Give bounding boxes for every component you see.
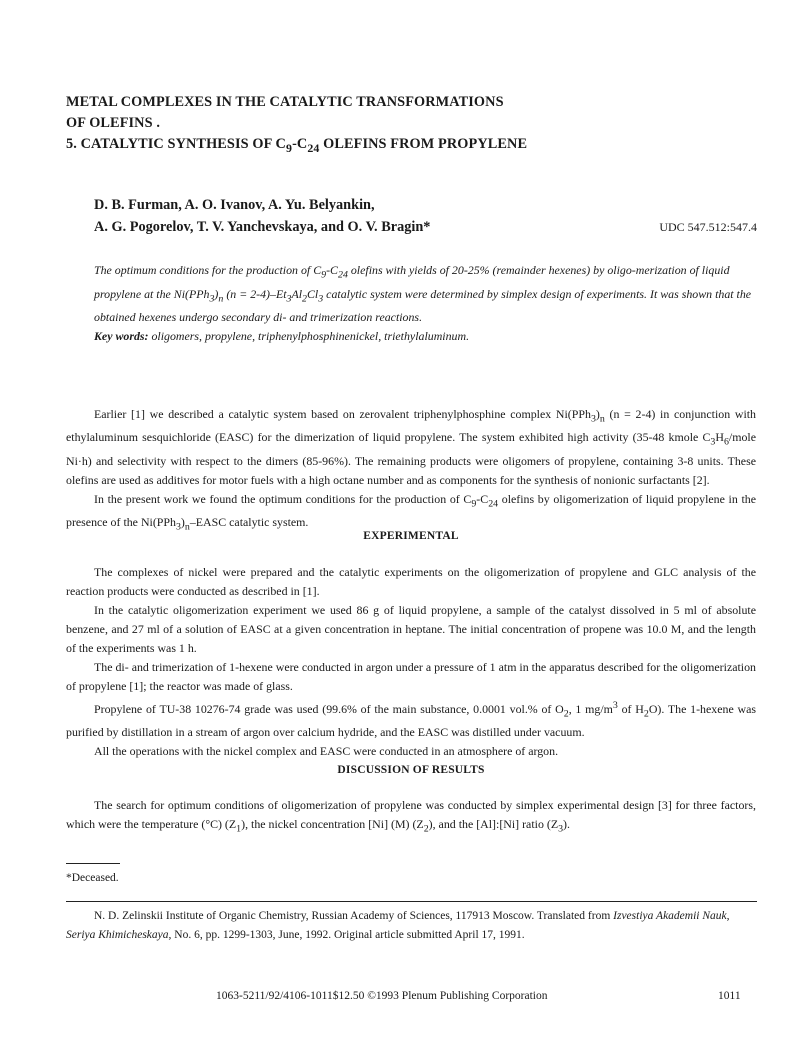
experimental-paragraph-5: All the operations with the nickel complex and EASC were conducted in an atmosphere of argon. — [94, 744, 559, 759]
experimental-paragraph-2: In the catalytic oligomerization experiment we used 86 g of liquid propylene, a sample of the catalyst dissolved in 5 ml of absolute benzene, and 27 ml of a solution of EASC at a given concentration in heptane. The initial concentration of propene was 10.0 M, and the length of the experiments was 1 h. — [66, 603, 756, 655]
experimental-paragraph-3: The di- and trimerization of 1-hexene were conducted in argon under a pressure of 1 atm in the apparatus described for the oligomerization of propylene [1]; the reactor was made of glass. — [66, 660, 756, 693]
footnote: *Deceased. — [66, 872, 119, 884]
keywords — [94, 327, 754, 345]
page-number: 1011 — [718, 990, 741, 1002]
keywords-text: oligomers, propylene, triphenylphosphinenickel, triethylaluminum. — [148, 329, 470, 343]
experimental-paragraph-1: The complexes of nickel were prepared and the catalytic experiments on the oligomerization of propylene and GLC analysis of the reaction products were conducted as described in [1]. — [66, 565, 756, 598]
abstract: The optimum conditions for the production of $C_9-C_{24}$ olefins with yields of 20-25% (remainder hexenes) by oligo-merization of liquid propylene at the $Ni(PPh_3)_n$ $(n = 2-4)-Et_3Al_2Cl_3$ catalytic system were determined by simplex design of experiments. It was shown that the obtained hexenes undergo secondary di- and trimerization reactions. — [94, 263, 752, 325]
discussion-paragraph-1: The search for optimum conditions of oligomerization of propylene was conducted by simplex experimental design [3] for three factors, which were the temperature (°C) $(Z_1)$, the nickel concentration [Ni] (M) $(Z_2)$, and the [Al]:[Ni] ratio $(Z_3)$. — [66, 798, 756, 835]
authors-line-1: D. B. Furman, A. O. Ivanov, A. Yu. Belyankin, — [94, 197, 375, 213]
title-line-1: METAL COMPLEXES IN THE CATALYTIC TRANSFORMATIONS — [66, 94, 504, 110]
publication-code: 1063-5211/92/4106-1011$12.50 ©1993 Plenum Publishing Corporation — [216, 990, 548, 1002]
author-list — [94, 194, 754, 238]
intro-paragraph-2: In the present work we found the optimum conditions for the production of $C_9-C_{24}$ olefins by oligomerization of liquid propylene in the presence of the $Ni(PPh_3)_n$–EASC catalytic system. — [66, 491, 756, 533]
keywords-label: Key words: — [94, 329, 149, 343]
affiliation-divider — [66, 901, 757, 902]
discussion-section — [66, 796, 756, 838]
discussion-heading: DISCUSSION OF RESULTS — [337, 764, 485, 776]
udc-code: UDC 547.512:547.4 — [659, 220, 757, 234]
intro-paragraph-1: Earlier [1] we described a catalytic system based on zerovalent triphenylphosphine complex $Ni(PPh_3)_n$ (n = 2-4) in conjunction with ethylaluminum sesquichloride (EASC) for the dimerization of liquid propylene. The system exhibited high activity (35-48 kmole $C_3H_6$/mole Ni·h) and selectivity with respect to the dimers (85-96%). The remaining products were oligomers of propylene, containing 3-8 units. These olefins are used as additives for motor fuels with a high octane number and as components for the synthesis of nonionic surfactants [2]. — [66, 407, 756, 487]
article-title — [66, 92, 686, 159]
experimental-section — [66, 563, 756, 761]
title-line-2: OF OLEFINS . — [66, 115, 161, 131]
authors-line-2: A. G. Pogorelov, T. V. Yanchevskaya, and O. V. Bragin* — [94, 219, 431, 235]
experimental-heading: EXPERIMENTAL — [363, 530, 459, 542]
journal-name: Izvestiya Akademii Nauk, Seriya Khimicheskaya, — [66, 910, 730, 941]
affiliation-note: N. D. Zelinskii Institute of Organic Chemistry, Russian Academy of Sciences, 117913 Moscow. Translated from Izvestiya Akademii Nauk, Seriya Khimicheskaya, No. 6, pp. 1299-1303, June, 1992. Original article submitted April 17, 1991. — [66, 910, 730, 941]
introduction — [66, 405, 756, 537]
footnote-divider — [66, 863, 120, 864]
experimental-paragraph-4: Propylene of TU-38 10276-74 grade was used (99.6% of the main substance, 0.0001 vol.% of $O_2$, 1 $mg/m^3$ of $H_2O$). The 1-hexene was purified by distillation in a stream of argon over calcium hydride, and the EASC was distilled under vacuum. — [66, 700, 756, 740]
title-line-3: 5. CATALYTIC SYNTHESIS OF $C_9-C_{24}$ OLEFINS FROM PROPYLENE — [66, 136, 528, 155]
